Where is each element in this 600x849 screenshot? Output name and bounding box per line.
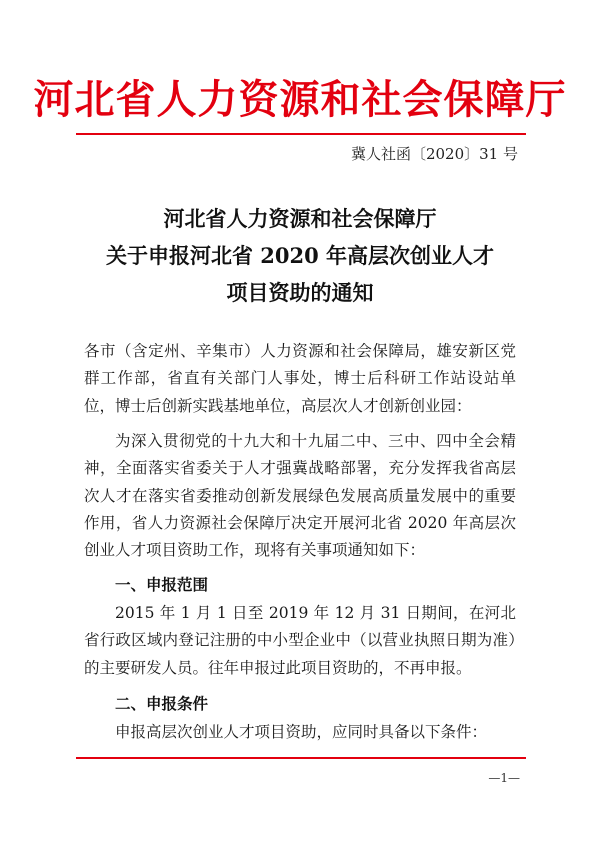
addressee-paragraph: 各市（含定州、辛集市）人力资源和社会保障局，雄安新区党群工作部，省直有关部门人事处，博士后科研工作站设站单位，博士后创新实践基地单位，高层次人才创新创业园： [84,342,516,415]
red-divider-top [76,133,526,135]
section-heading-scope: 一、申报范围 [115,576,209,594]
notice-title-line-3: 项目资助的通知 [226,280,374,305]
section-conditions-paragraph: 申报高层次创业人才项目资助，应同时具备以下条件： [115,723,488,741]
red-divider-bottom [76,757,526,759]
notice-title-line-2: 关于申报河北省 2020 年高层次创业人才 [105,243,495,268]
document-number: 冀人社函〔2020〕31 号 [350,145,518,163]
intro-paragraph: 为深入贯彻党的十九大和十九届二中、三中、四中全会精神，全面落实省委关于人才强冀战略部署，充分发挥我省高层次人才在落实省委推动创新发展绿色发展高质量发展中的重要作用，省人力资源社会保障厅决定开展河北省 2020 年高层次创业人才项目资助工作，现将有关事项通知如下： [84,432,516,560]
page-number: —1— [488,771,520,785]
section-heading-conditions: 二、申报条件 [115,695,209,713]
section-scope-paragraph: 2015 年 1 月 1 日至 2019 年 12 月 31 日期间，在河北省行政区域内登记注册的中小型企业中（以营业执照日期为准）的主要研发人员。往年申报过此项目资助的，不再申报。 [84,604,516,677]
notice-title-line-1: 河北省人力资源和社会保障厅 [163,206,437,231]
notice-title [0,200,600,311]
issuer-header-title: 河北省人力资源和社会保障厅 [33,76,567,123]
